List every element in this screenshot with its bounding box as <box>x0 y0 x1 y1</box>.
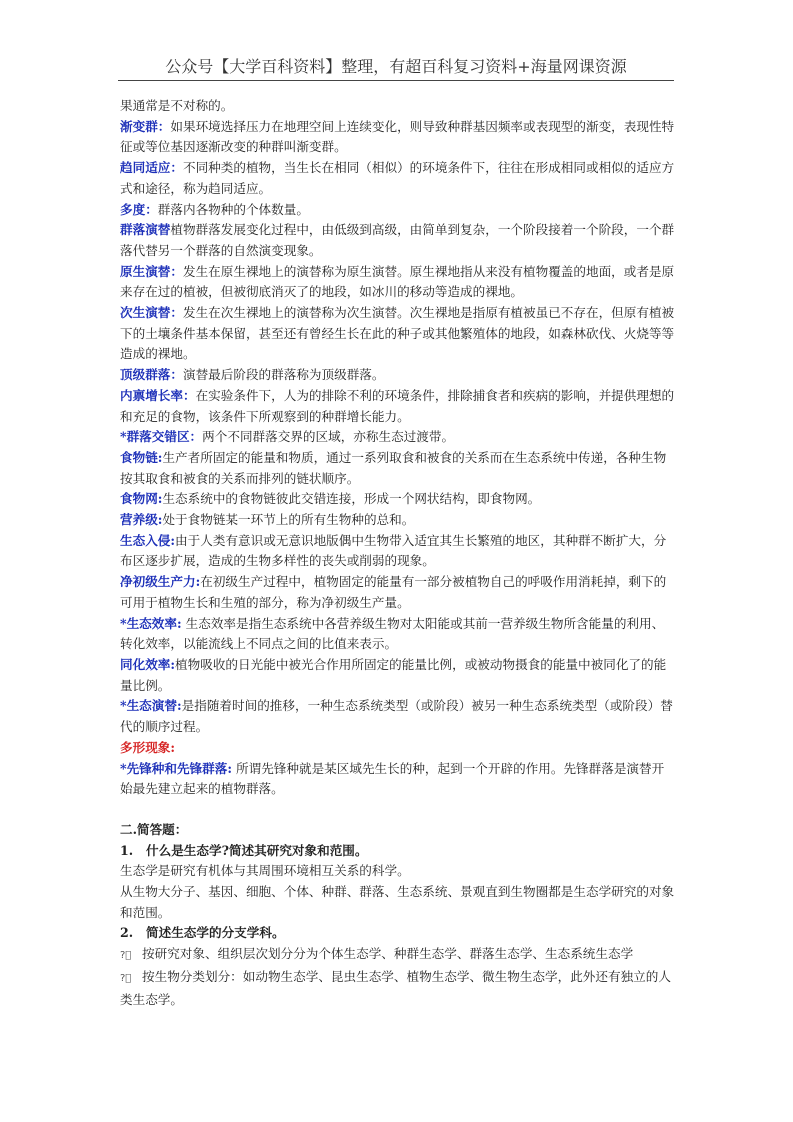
entry-term: 食物链: <box>120 449 163 465</box>
entry-term: 食物网: <box>120 491 163 507</box>
entry-term: 群落演替 <box>120 222 171 238</box>
entry-climax-community <box>120 365 676 386</box>
question-number: 1. <box>120 842 134 858</box>
entry-term: 生态入侵: <box>120 532 176 548</box>
entry-text: 如果环境选择压力在地理空间上连续变化，则导致种群基因频率或表现型的渐变，表现性特征或等位基因逐渐改变的种群叫渐变群。 <box>120 118 675 155</box>
page-header: 公众号【大学百科资料】整理，有超百科复习资料+海量网课资源 <box>165 57 627 76</box>
entry-term: 顶级群落： <box>120 367 183 383</box>
question-text: 什么是生态学?简述其研究对象和范围。 <box>146 842 368 858</box>
entry-polymorphism <box>120 738 676 759</box>
header-divider <box>118 80 674 81</box>
entry-community-succession <box>120 220 676 261</box>
entry-pioneer-species <box>120 759 676 800</box>
entry-text: 在初级生产过程中，植物固定的能量有一部分被植物自己的呼吸作用消耗掉，剩下的可用于植物生长和生殖的部分，称为净初级生产量。 <box>120 574 667 610</box>
entry-text: 演替最后阶段的群落称为顶级群落。 <box>182 367 385 383</box>
entry-term: 渐变群： <box>120 118 171 134</box>
entry-text: 植物群落发展变化过程中，由低级到高级，由简单到复杂，一个阶段接着一个阶段，一个群落代替另一个群落的自然演变现象。 <box>120 222 675 258</box>
entry-term: 多形现象: <box>120 739 176 755</box>
entry-convergent-adaptation <box>120 158 676 199</box>
entry-intrinsic-growth-rate <box>120 386 676 427</box>
entry-term: 营养级: <box>120 512 163 528</box>
missing-glyph-icon: ?⃞ <box>120 972 132 984</box>
entry-net-primary-productivity <box>120 572 676 613</box>
entry-term: *群落交错区： <box>120 429 203 445</box>
bullet-text: 按生物分类划分：如动物生态学、昆虫生态学、植物生态学、微生物生态学，此外还有独立的人类生态学。 <box>120 968 671 1007</box>
entry-food-web <box>120 489 676 510</box>
entry-text: 生态效率是指生态系统中各营养级生物对太阳能或其前一营养级生物所含能量的利用、转化效率，以能流线上不同点之间的比值来表示。 <box>120 615 665 652</box>
answer-line: 生态学是研究有机体与其周围环境相互关系的科学。 <box>120 863 410 879</box>
question-2 <box>120 923 676 944</box>
entry-text: 是指随着时间的推移，一种生态系统类型（或阶段）被另一种生态系统类型（或阶段）替代的顺序过程。 <box>120 698 673 735</box>
entry-term: 多度： <box>120 201 158 217</box>
bullet-text: 按研究对象、组织层次划分分为个体生态学、种群生态学、群落生态学、生态系统生态学 <box>142 946 634 962</box>
entry-text: 由于人类有意识或无意识地版偶中生物带入适宜其生长繁殖的地区，其种群不断扩大，分布区逐步扩展，造成的生物多样性的丧失或削弱的现象。 <box>120 532 667 569</box>
entry-text: 果通常是不对称的。 <box>120 98 234 113</box>
question-number: 2. <box>120 925 134 941</box>
entry-ecological-succession <box>120 696 676 737</box>
entry-term: 内禀增长率： <box>120 387 196 403</box>
entry-term: 净初级生产力: <box>120 574 201 590</box>
entry-text: 发生在次生裸地上的演替称为次生演替。次生裸地是指原有植被虽已不存在，但原有植被下的土壤条件基本保留，甚至还有曾经生长在此的种子或其他繁殖体的地段，如森林砍伐、火烧等等造成的裸地。 <box>120 305 675 362</box>
entry-text: 生态系统中的食物链彼此交错连接，形成一个网状结构，即食物网。 <box>162 491 541 507</box>
entry-term: 趋同适应： <box>120 160 183 176</box>
bullet-item <box>120 967 676 1010</box>
entry-primary-succession <box>120 262 676 303</box>
entry-trophic-level <box>120 510 676 531</box>
entry-text: 群落内各物种的个体数量。 <box>157 201 309 217</box>
entry-assimilation-efficiency <box>120 655 676 696</box>
question-text: 简述生态学的分支学科。 <box>146 925 285 941</box>
answer-line: 从生物大分子、基因、细胞、个体、种群、群落、生态系统、景观直到生物圈都是生态学研究的对象和范围。 <box>120 884 675 920</box>
entry-secondary-succession <box>120 303 676 365</box>
entry-food-chain <box>120 448 676 489</box>
entry-term: 原生演替： <box>120 263 183 279</box>
entry-abundance <box>120 200 676 221</box>
section-title: 二.简答题： <box>120 821 188 837</box>
entry-term: *先锋种和先锋群落: <box>120 760 232 776</box>
entry-text: 植物吸收的日光能中被光合作用所固定的能量比例，或被动物摄食的能量中被同化了的能量比例。 <box>120 656 667 693</box>
bullet-item <box>120 944 676 967</box>
entry-term: *生态演替: <box>120 698 182 714</box>
entry-text: 发生在原生裸地上的演替称为原生演替。原生裸地指从来没有植物覆盖的地面，或者是原来存在过的植被，但被彻底消灭了的地段，如冰川的移动等造成的裸地。 <box>120 263 675 300</box>
document-body <box>120 96 676 1010</box>
question-1 <box>120 841 676 862</box>
entry-text: 在实验条件下，人为的排除不利的环境条件，排除捕食者和疾病的影响，并提供理想的和充足的食物，该条件下所观察到的种群增长能力。 <box>120 387 675 424</box>
entry-ecological-efficiency <box>120 614 676 655</box>
section-spacer <box>120 800 676 820</box>
entry-cline <box>120 117 676 158</box>
entry-text: 不同种类的植物，当生长在相同（相似）的环境条件下，往往在形成相同或相似的适应方式和途径，称为趋同适应。 <box>120 160 675 196</box>
entry-text: 处于食物链某一环节上的所有生物种的总和。 <box>162 512 415 528</box>
entry-text: 所谓先锋种就是某区域先生长的种，起到一个开辟的作用。先锋群落是演替开始最先建立起来的植物群落。 <box>120 760 665 797</box>
entry-ecotone <box>120 427 676 448</box>
entry-continuation <box>120 96 676 117</box>
entry-text: 两个不同群落交界的区域，亦称生态过渡带。 <box>202 429 455 445</box>
missing-glyph-icon: ?⃞ <box>120 950 132 962</box>
entry-term: 同化效率: <box>120 656 176 672</box>
entry-term: *生态效率: <box>120 615 182 631</box>
entry-text: 生产者所固定的能量和物质，通过一系列取食和被食的关系而在生态系统中传递，各种生物按其取食和被食的关系而排列的链状顺序。 <box>120 449 667 486</box>
entry-ecological-invasion <box>120 531 676 572</box>
entry-term: 次生演替： <box>120 305 183 321</box>
